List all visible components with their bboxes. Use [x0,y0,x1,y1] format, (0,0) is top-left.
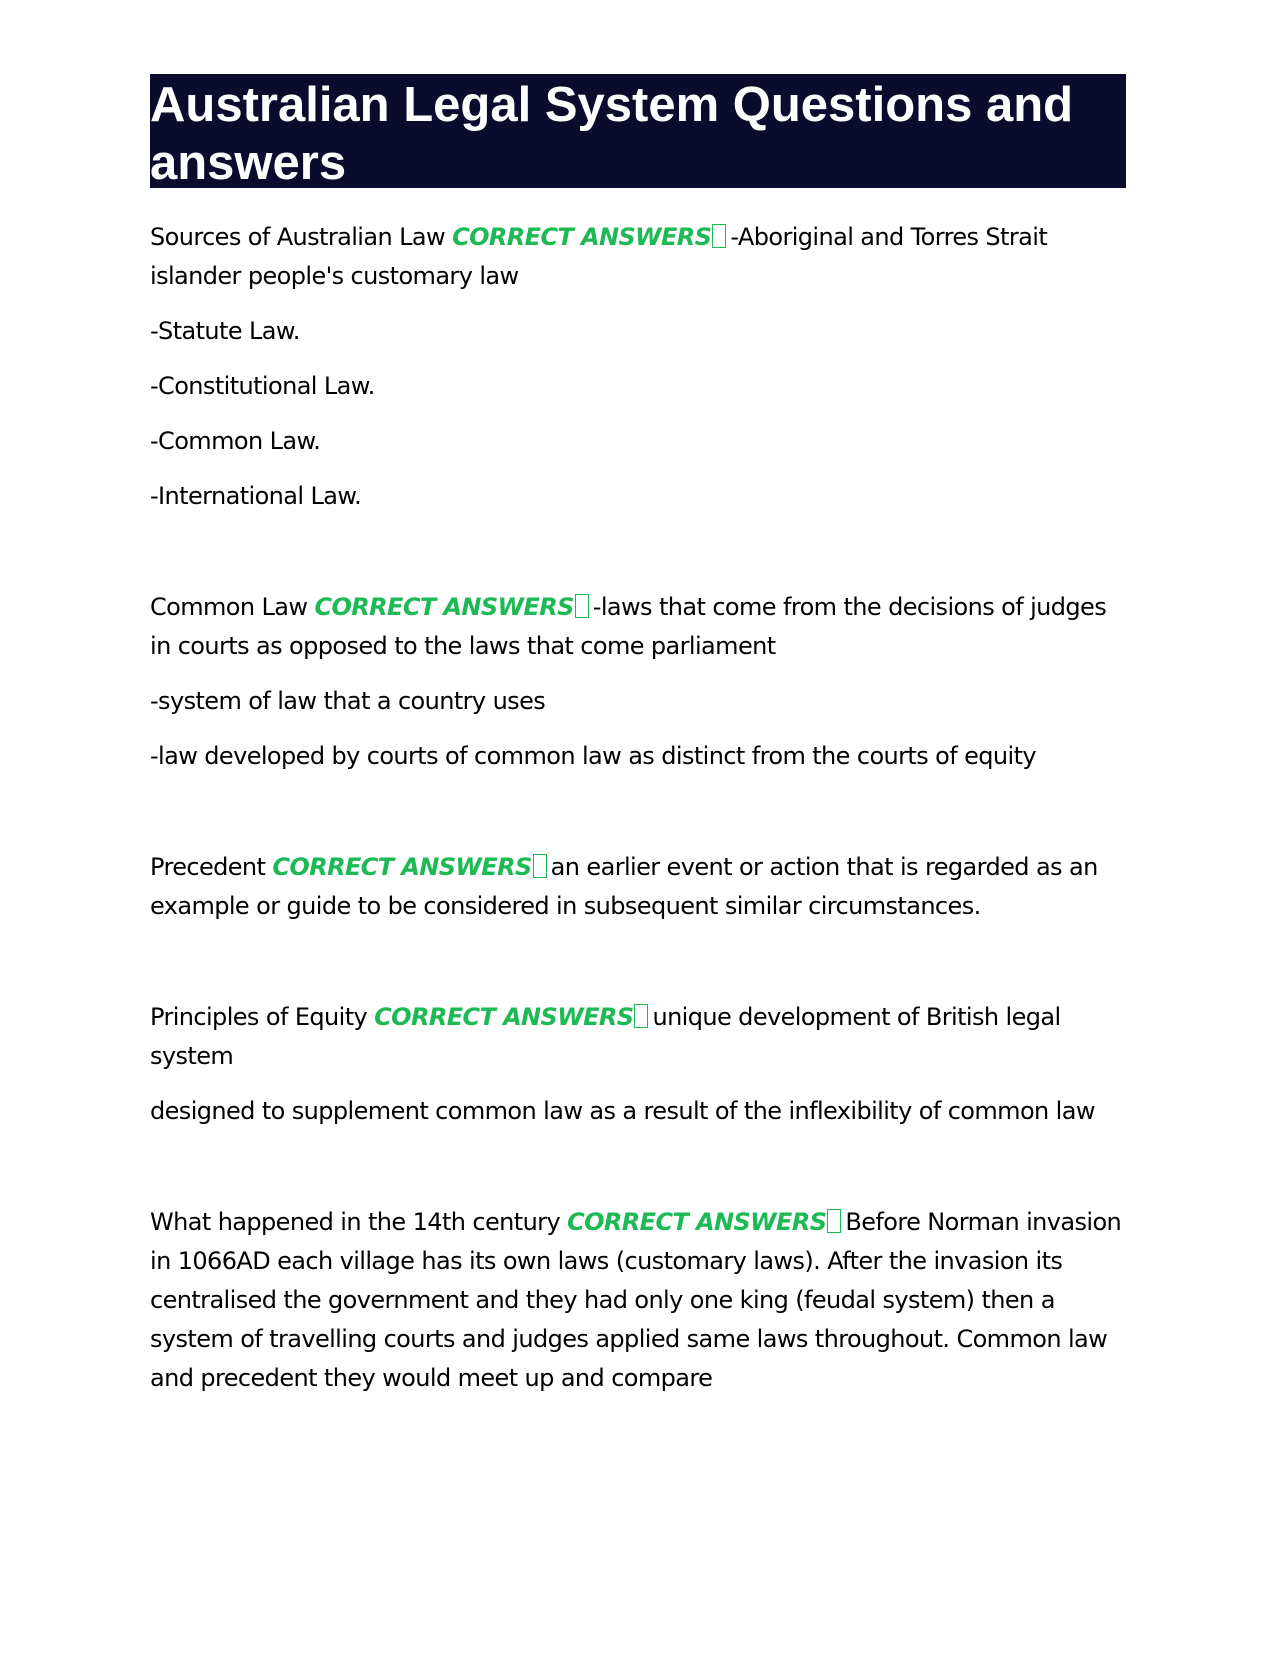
question-term: Precedent [150,853,266,881]
document-page [150,74,1126,1414]
question-term: Sources of Australian Law [150,223,446,251]
document-body [150,218,1126,1398]
answer-line: -Statute Law. [150,317,300,345]
qa-entry [150,588,1126,666]
box-glyph-icon [575,594,589,618]
question-term: Principles of Equity [150,1003,368,1031]
qa-entry [150,218,1126,296]
box-glyph-icon [827,1209,841,1233]
answer-line: -system of law that a country uses [150,687,546,715]
question-term: Common Law [150,593,308,621]
answer-line: -Constitutional Law. [150,372,375,400]
qa-entry [150,998,1126,1076]
answer-line: designed to supplement common law as a result of the inflexibility of common law [150,1097,1095,1125]
answer-text: unique development of British legal system [150,1003,1061,1070]
answer-text: Before Norman invasion in 1066AD each village has its own laws (customary laws). After the invasion its centralised the government and they had only one king (feudal system) then a system of travelling courts and judges applied same laws throughout. Common law and precedent they would meet up and compare [150,1208,1122,1392]
correct-answers-marker: CORRECT ANSWERS [272,853,532,881]
correct-answers-marker: CORRECT ANSWERS [314,593,574,621]
answer-text: -laws that come from the decisions of judges in courts as opposed to the laws that come parliament [150,593,1107,660]
correct-answers-marker: CORRECT ANSWERS [374,1003,634,1031]
qa-entry [150,848,1126,926]
answer-text: -Aboriginal and Torres Strait islander people's customary law [150,223,1048,290]
answer-line: -International Law. [150,482,362,510]
correct-answers-marker: CORRECT ANSWERS [567,1208,827,1236]
answer-line: -Common Law. [150,427,321,455]
spacer [150,1147,1126,1203]
document-title: Australian Legal System Questions and answers [150,74,1126,188]
spacer [150,942,1126,998]
question-term: What happened in the 14th century [150,1208,561,1236]
box-glyph-icon [533,854,547,878]
correct-answers-marker: CORRECT ANSWERS [452,223,712,251]
spacer [150,532,1126,588]
box-glyph-icon [634,1004,648,1028]
answer-line: -law developed by courts of common law as distinct from the courts of equity [150,742,1037,770]
qa-entry [150,1203,1126,1398]
spacer [150,792,1126,848]
answer-text: an earlier event or action that is regarded as an example or guide to be considered in subsequent similar circumstances. [150,853,1098,920]
box-glyph-icon [712,224,726,248]
